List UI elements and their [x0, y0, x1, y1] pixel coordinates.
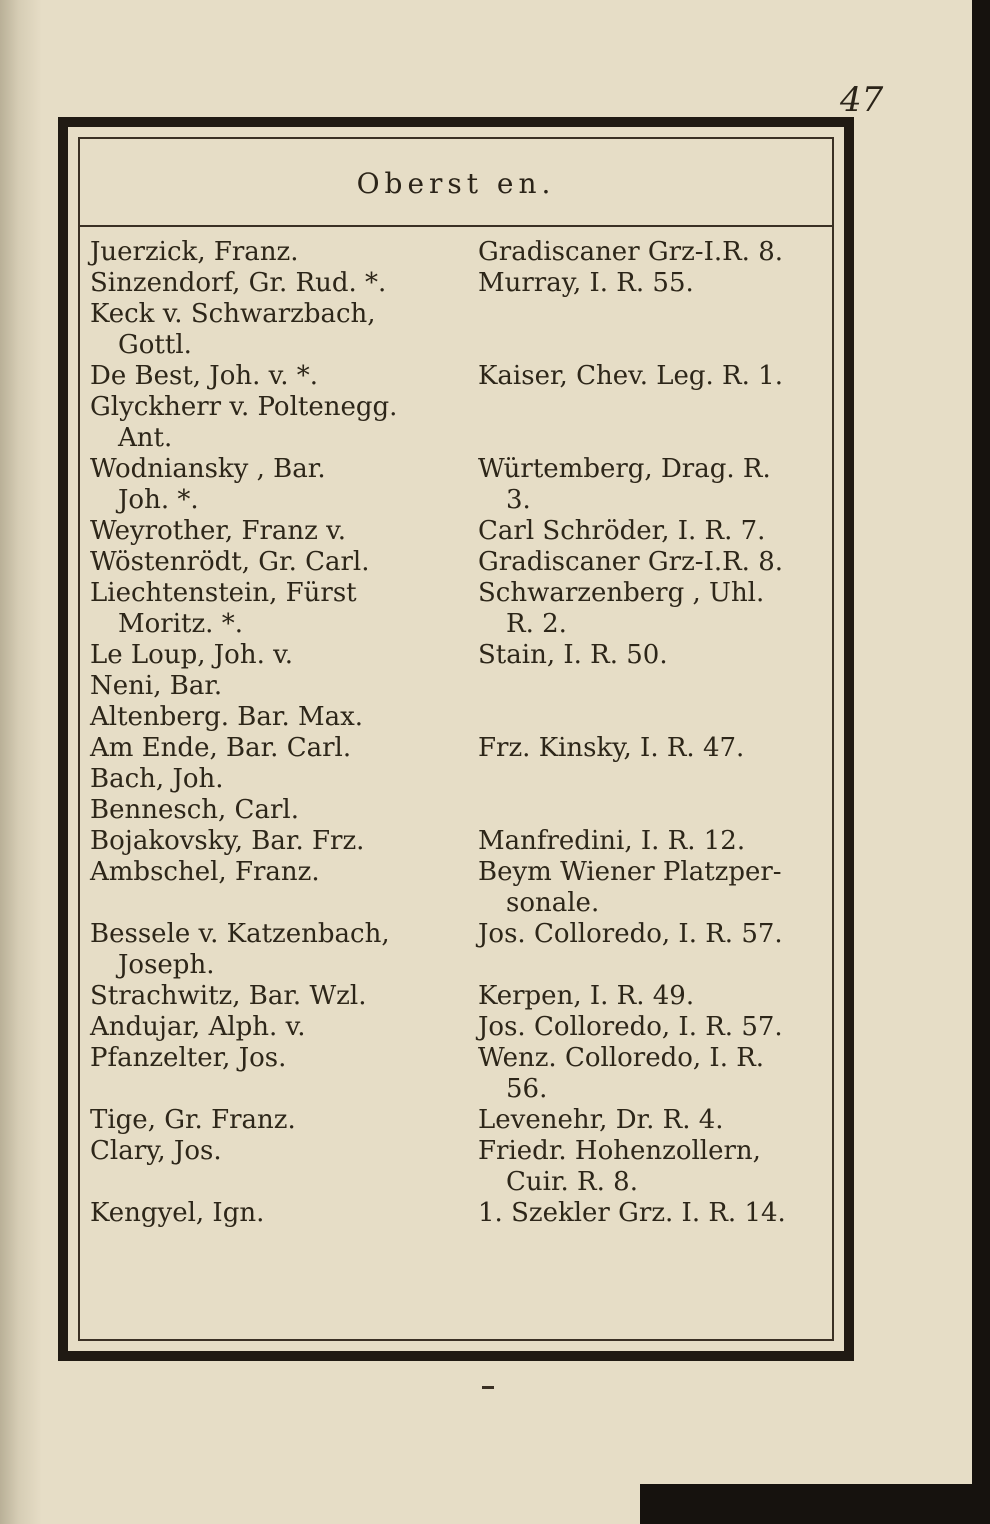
officer-name — [90, 268, 478, 299]
officer-name — [90, 702, 478, 733]
officer-name — [90, 578, 478, 640]
regiment — [478, 764, 838, 795]
regiment-line: Carl Schröder, I. R. 7. — [478, 516, 766, 546]
regiment-line: Friedr. Hohenzollern, — [478, 1136, 761, 1166]
regiment-line: Levenehr, Dr. R. 4. — [478, 1105, 724, 1135]
regiment — [478, 268, 838, 299]
section-heading: Oberst en. — [356, 167, 556, 200]
regiment — [478, 671, 838, 702]
officer-name-line: Strachwitz, Bar. Wzl. — [90, 981, 367, 1011]
regiment — [478, 454, 838, 516]
officer-name-line: Bojakovsky, Bar. Frz. — [90, 826, 365, 856]
table-inner-frame — [78, 137, 834, 1341]
officer-name-continuation: Gottl. — [118, 330, 192, 360]
regiment — [478, 299, 838, 361]
officer-name-line: Tige, Gr. Franz. — [90, 1105, 296, 1135]
regiment — [478, 578, 838, 640]
regiment-line: Würtemberg, Drag. R. — [478, 454, 771, 484]
regiment-line: Beym Wiener Platzper- — [478, 857, 782, 887]
regiment-line: Jos. Colloredo, I. R. 57. — [478, 919, 783, 949]
roster-row — [90, 1198, 840, 1229]
officer-name-line: Glyckherr v. Poltenegg. — [90, 392, 398, 422]
heading-rule — [80, 225, 832, 227]
regiment-line: Murray, I. R. 55. — [478, 268, 694, 298]
officer-name-line: Juerzick, Franz. — [90, 237, 299, 267]
regiment — [478, 640, 838, 671]
roster-row — [90, 361, 840, 392]
regiment — [478, 1043, 838, 1105]
roster-row — [90, 1043, 840, 1105]
roster-row — [90, 1012, 840, 1043]
officer-name — [90, 981, 478, 1012]
regiment — [478, 516, 838, 547]
regiment — [478, 702, 838, 733]
page-dash — [482, 1386, 494, 1389]
officer-name-line: Le Loup, Joh. v. — [90, 640, 293, 670]
officer-name-line: Ambschel, Franz. — [90, 857, 320, 887]
roster-row — [90, 826, 840, 857]
roster-row — [90, 919, 840, 981]
roster-row — [90, 640, 840, 671]
regiment — [478, 392, 838, 454]
roster-row — [90, 454, 840, 516]
roster-row — [90, 237, 840, 268]
regiment — [478, 919, 838, 981]
regiment — [478, 1105, 838, 1136]
regiment-line: Wenz. Colloredo, I. R. — [478, 1043, 765, 1073]
regiment — [478, 1012, 838, 1043]
table-frame — [58, 117, 854, 1361]
officer-name-continuation: Joseph. — [118, 950, 215, 980]
officer-name — [90, 1198, 478, 1229]
roster-row — [90, 857, 840, 919]
regiment — [478, 1198, 838, 1229]
regiment-continuation: sonale. — [506, 888, 600, 918]
officer-name — [90, 733, 478, 764]
officer-name — [90, 392, 478, 454]
regiment-line: Gradiscaner Grz-I.R. 8. — [478, 547, 784, 577]
regiment — [478, 733, 838, 764]
officer-name-continuation: Joh. *. — [118, 485, 199, 515]
roster-row — [90, 268, 840, 299]
regiment-line: Schwarzenberg , Uhl. — [478, 578, 765, 608]
officer-name-continuation: Moritz. *. — [118, 609, 243, 639]
officer-name — [90, 299, 478, 361]
officer-name — [90, 919, 478, 981]
regiment-continuation: 56. — [506, 1074, 548, 1104]
regiment-continuation: Cuir. R. 8. — [506, 1167, 638, 1197]
officer-name — [90, 361, 478, 392]
regiment-line: Kerpen, I. R. 49. — [478, 981, 695, 1011]
roster-row — [90, 516, 840, 547]
officer-name-line: Andujar, Alph. v. — [90, 1012, 306, 1042]
officer-name-line: Weyrother, Franz v. — [90, 516, 346, 546]
regiment — [478, 826, 838, 857]
officer-name-line: Pfanzelter, Jos. — [90, 1043, 287, 1073]
officer-name-line: Bennesch, Carl. — [90, 795, 299, 825]
scan-edge-bottom — [640, 1484, 990, 1524]
officer-name-line: Altenberg. Bar. Max. — [90, 702, 364, 732]
roster-row — [90, 578, 840, 640]
roster-row — [90, 733, 840, 764]
roster-row — [90, 299, 840, 361]
regiment-line: 1. Szekler Grz. I. R. 14. — [478, 1198, 786, 1228]
officer-name — [90, 857, 478, 919]
roster-row — [90, 764, 840, 795]
officer-name-line: De Best, Joh. v. *. — [90, 361, 319, 391]
regiment-line: Gradiscaner Grz-I.R. 8. — [478, 237, 784, 267]
officer-name — [90, 640, 478, 671]
roster-row — [90, 671, 840, 702]
roster-row — [90, 981, 840, 1012]
roster-row — [90, 795, 840, 826]
regiment-continuation: 3. — [506, 485, 531, 515]
officer-name-continuation: Ant. — [118, 423, 173, 453]
regiment-continuation: R. 2. — [506, 609, 567, 639]
officer-name — [90, 671, 478, 702]
officer-name — [90, 826, 478, 857]
officer-name-line: Bach, Joh. — [90, 764, 224, 794]
officer-name-line: Clary, Jos. — [90, 1136, 222, 1166]
regiment-line: Frz. Kinsky, I. R. 47. — [478, 733, 745, 763]
officer-name-line: Bessele v. Katzenbach, — [90, 919, 390, 949]
officer-name — [90, 516, 478, 547]
regiment-line: Kaiser, Chev. Leg. R. 1. — [478, 361, 783, 391]
officer-name — [90, 1043, 478, 1105]
regiment — [478, 547, 838, 578]
officer-name-line: Wodniansky , Bar. — [90, 454, 326, 484]
roster-row — [90, 1105, 840, 1136]
regiment-line: Stain, I. R. 50. — [478, 640, 668, 670]
officer-name-line: Keck v. Schwarzbach, — [90, 299, 376, 329]
officer-name-line: Sinzendorf, Gr. Rud. *. — [90, 268, 387, 298]
officer-name — [90, 795, 478, 826]
officer-name — [90, 1105, 478, 1136]
regiment — [478, 981, 838, 1012]
regiment-line: Jos. Colloredo, I. R. 57. — [478, 1012, 783, 1042]
roster-row — [90, 547, 840, 578]
officer-name-line: Wöstenrödt, Gr. Carl. — [90, 547, 370, 577]
regiment — [478, 237, 838, 268]
regiment — [478, 1136, 838, 1198]
regiment — [478, 795, 838, 826]
roster-list — [90, 237, 840, 1229]
officer-name — [90, 547, 478, 578]
officer-name — [90, 1136, 478, 1198]
officer-name — [90, 237, 478, 268]
scan-edge-right — [972, 0, 990, 1524]
officer-name — [90, 454, 478, 516]
officer-name — [90, 1012, 478, 1043]
roster-row — [90, 1136, 840, 1198]
page-number: 47 — [840, 80, 884, 120]
officer-name-line: Neni, Bar. — [90, 671, 223, 701]
roster-row — [90, 392, 840, 454]
book-gutter — [0, 0, 42, 1524]
officer-name-line: Liechtenstein, Fürst — [90, 578, 357, 608]
roster-row — [90, 702, 840, 733]
officer-name — [90, 764, 478, 795]
regiment — [478, 361, 838, 392]
regiment-line: Manfredini, I. R. 12. — [478, 826, 746, 856]
regiment — [478, 857, 838, 919]
officer-name-line: Kengyel, Ign. — [90, 1198, 265, 1228]
officer-name-line: Am Ende, Bar. Carl. — [90, 733, 352, 763]
